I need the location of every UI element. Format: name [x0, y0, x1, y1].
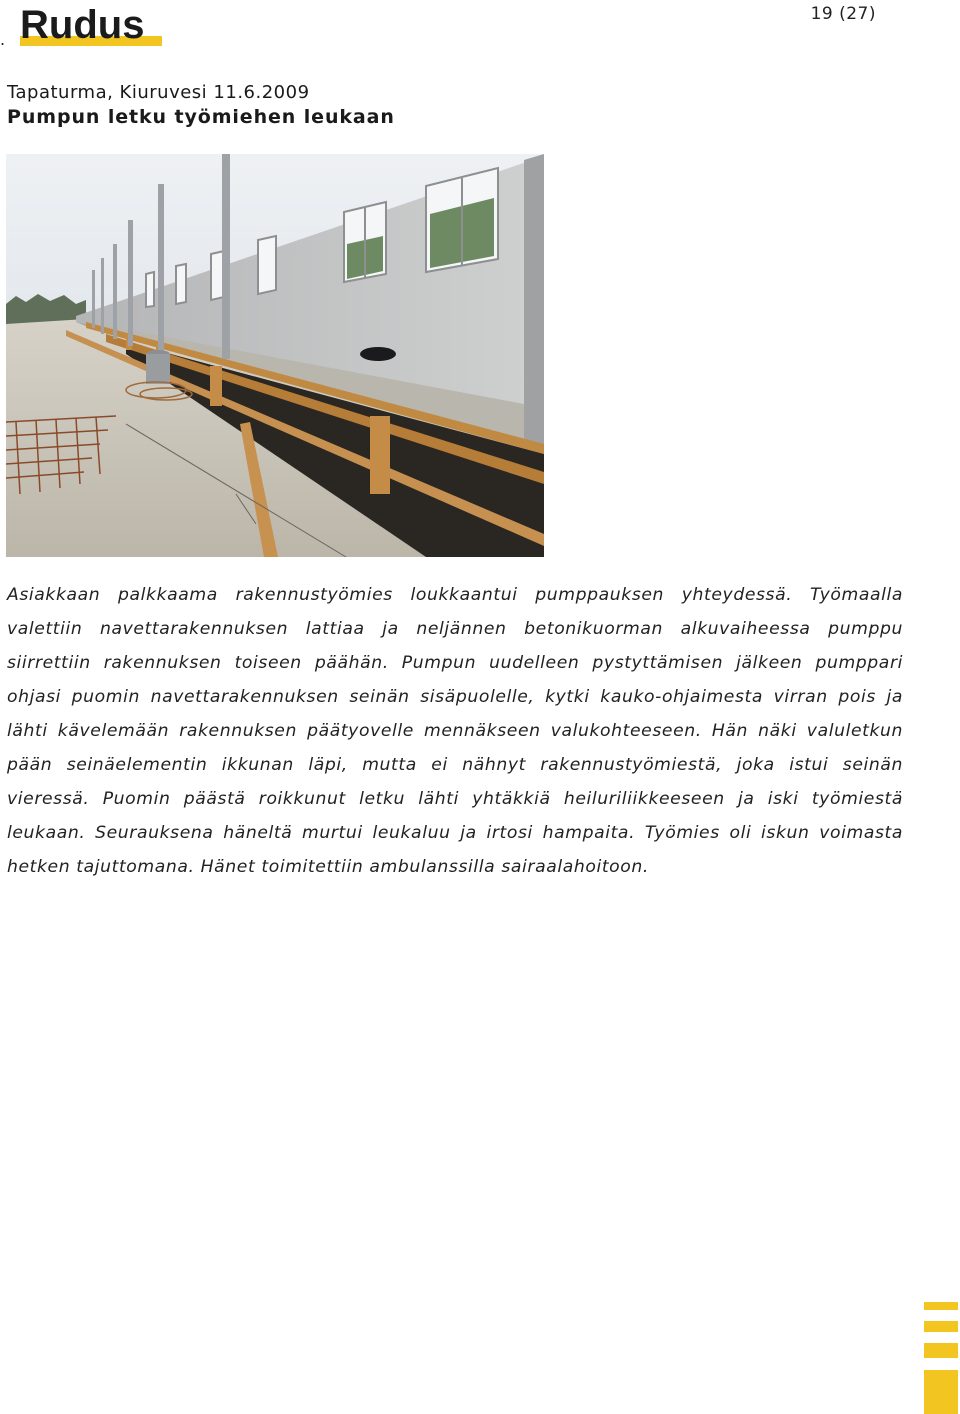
accident-description: Asiakkaan palkkaama rakennustyömies loukkaantui pumppauksen yhteydessä. Työmaalla valettiin navettarakennuksen lattiaa ja neljännen betonikuorman alkuvaiheessa pumppu siirrettiin rakennuksen toiseen päähän. Pumpun uudelleen pystyttämisen jälkeen pumppari ohjasi puomin navettarakennuksen seinän sisäpuolelle, kytki kauko-ohjaimesta virran pois ja lähti kävelemään rakennuksen päätyovelle mennäkseen valukohteeseen. Hän näki valuletkun pään seinäelementin ikkunan läpi, mutta ei nähnyt rakennustyömiestä, joka istui seinän vieressä. Puomin päästä roikkunut letku lähti yhtäkkiä heiluriliikkeeseen ja iski työmiestä leukaan. Seurauksena häneltä murtui leukaluu ja irtosi hampaita. Työmies oli iskun voimasta hetken tajuttomana. Hänet toimitettiin ambulanssilla sairaalahoitoon.: [7, 585, 903, 877]
page-number: 19 (27): [810, 4, 876, 24]
rudus-logo-mark: [6, 2, 166, 58]
logo-wordmark: Rudus: [20, 3, 145, 47]
construction-site-photo: [6, 154, 544, 557]
decorative-corner-bars: [924, 1302, 958, 1414]
construction-site-illustration: [6, 154, 544, 557]
accident-place-date: Tapaturma, Kiuruvesi 11.6.2009: [7, 82, 310, 103]
corner-bar-4: [924, 1370, 958, 1414]
corner-bar-2: [924, 1321, 958, 1332]
logo-dot: .: [0, 30, 6, 49]
accident-title: Pumpun letku työmiehen leukaan: [7, 106, 395, 128]
corner-bar-1: [924, 1302, 958, 1310]
rudus-logo: [6, 2, 166, 58]
corner-bar-3: [924, 1343, 958, 1358]
